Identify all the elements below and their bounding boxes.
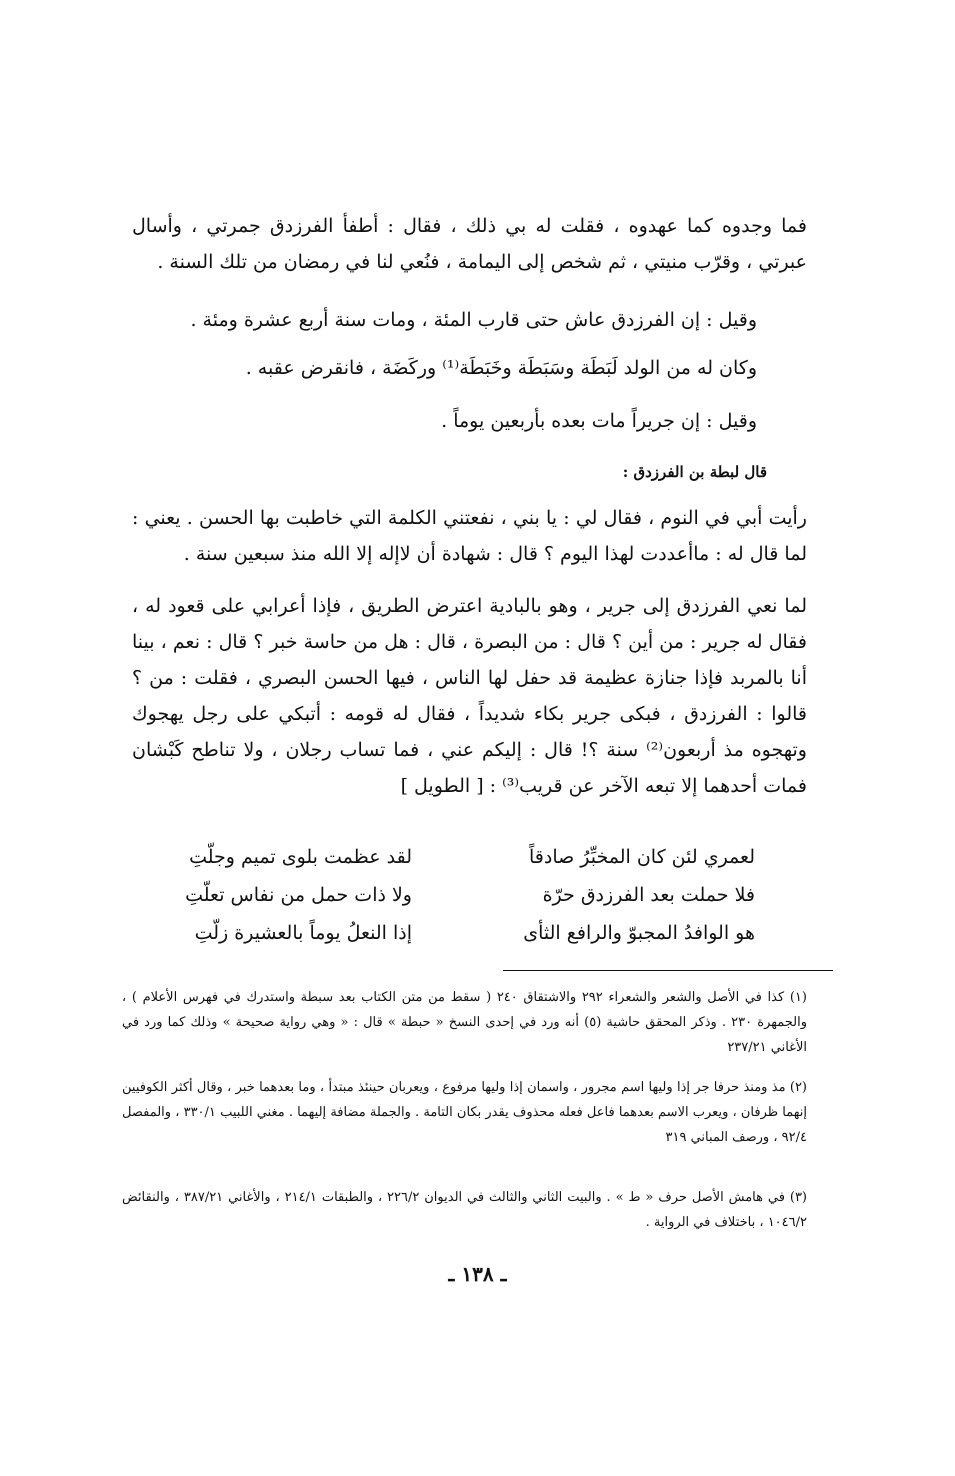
paragraph-dream: [132, 500, 807, 572]
verse-first-hemistich: فلا حملت بعد الفرزدق حرّة: [542, 884, 755, 906]
paragraph-text: لما نعي الفرزدق إلى جرير ، وهو بالبادية اعترض الطريق ، فإذا أعرابي على قعود له ، فقال له جرير : من أين ؟ قال : من البصرة ، قال : هل من حاسة خبر ؟ قال : نعم ، بينا أنا بالمربد فإذا جنازة عظيمة قد حفل لها الناس ، فيها الحسن البصري ، فقلت : من ؟ قالوا : الفرزدق ، فبكى جرير بكاء شديداً ، فقال له قومه : أتبكي على رجل يهجوك وتهجوه مذ أربعون⁽²⁾ سنة ؟! قال : إليكم عني ، فما تساب رجلان ، ولا تناطح كَبْشان فمات أحدهما إلا تبعه الآخر عن قريب⁽³⁾ : [ الطويل ]: [132, 595, 807, 797]
poem-verse: [132, 846, 807, 886]
footnote-1: (١) كذا في الأصل والشعر والشعراء ٢٩٢ والاشتقاق ٢٤٠ ( سقط من متن الكتاب بعد سبطة واستدرك في فهرس الأعلام ) ، والجمهرة ٢٣٠ . وذكر المحقق حاشية (٥) أنه ورد في إحدى النسخ « حبطة » قال : « وهي رواية صحيحة » وذلك كما ورد في الأغاني ٢٣٧/٢١: [122, 990, 807, 1055]
footnote-2: (٢) مذ ومنذ حرفا جر إذا وليها اسم مجرور ، واسمان إذا وليها مرفوع ، ويعربان حينئذ مبتدأ ، وما بعدهما خبر ، وقال أكثر الكوفيين إنهما ظرفان ، ويعرب الاسم بعدهما فاعل فعله محذوف يقدر بكان التامة . والجملة مضافة إليهما . مغني اللبيب ٣٣٠/١ ، والمفصل ٩٢/٤ ، ورصف المباني ٣١٩: [122, 1080, 807, 1145]
paragraph-text: وكان له من الولد لَبَطَة وسَبَطَة وخَبَطَة⁽¹⁾ وركَضَة ، فانقرض عقبه .: [245, 357, 757, 379]
section-heading: قال لبطة بن الفرزدق :: [622, 463, 767, 481]
paragraph-jarir-death: [137, 403, 757, 439]
verse-second-hemistich: ولا ذات حمل من نفاس تعلّتِ: [185, 884, 412, 906]
footnote-3: (٣) في هامش الأصل حرف « ط » . والبيت الثاني والثالث في الديوان ٢٢٦/٢ ، والطبقات ٢١٤/١ ، والأغاني ٣٨٧/٢١ ، والنقائض ١٠٤٦/٢ ، باختلاف في الرواية .: [122, 1190, 807, 1230]
paragraph-text: رأيت أبي في النوم ، فقال لي : يا بني ، نفعتني الكلمة التي خاطبت بها الحسن . يعني : لما قال له : ماأعددت لهذا اليوم ؟ قال : شهادة أن لاإله إلا الله منذ سبعين سنة .: [132, 507, 807, 565]
page-number: ـ ١٣٨ ـ: [448, 1262, 507, 1286]
verse-first-hemistich: لعمري لئن كان المخبِّرُ صادقاً: [528, 846, 755, 868]
verse-second-hemistich: لقد عظمت بلوى تميم وجلّتِ: [189, 846, 412, 868]
paragraph-opening: [132, 208, 807, 280]
paragraph-text: فما وجدوه كما عهدوه ، فقلت له بي ذلك ، فقال : أطفأ الفرزدق جمرتي ، وأسال عبرتي ، وقرّب منيتي ، ثم شخص إلى اليمامة ، فنُعي لنا في رمضان من تلك السنة .: [132, 215, 807, 273]
footnote-divider: [503, 970, 833, 971]
paragraph-mourning: [132, 588, 807, 804]
poem-verse: [132, 884, 807, 924]
verse-first-hemistich: هو الوافدُ المجبوّ والرافع الثأى: [523, 922, 755, 944]
paragraph-text: وقيل : إن الفرزدق عاش حتى قارب المئة ، ومات سنة أربع عشرة ومئة .: [190, 309, 757, 331]
paragraph-text: وقيل : إن جريراً مات بعده بأربعين يوماً .: [441, 410, 757, 432]
paragraph-children: [137, 350, 757, 386]
paragraph-death-age: [137, 302, 757, 338]
poem-verse: [132, 922, 807, 962]
verse-second-hemistich: إذا النعلُ يوماً بالعشيرة زلّتِ: [194, 922, 412, 944]
